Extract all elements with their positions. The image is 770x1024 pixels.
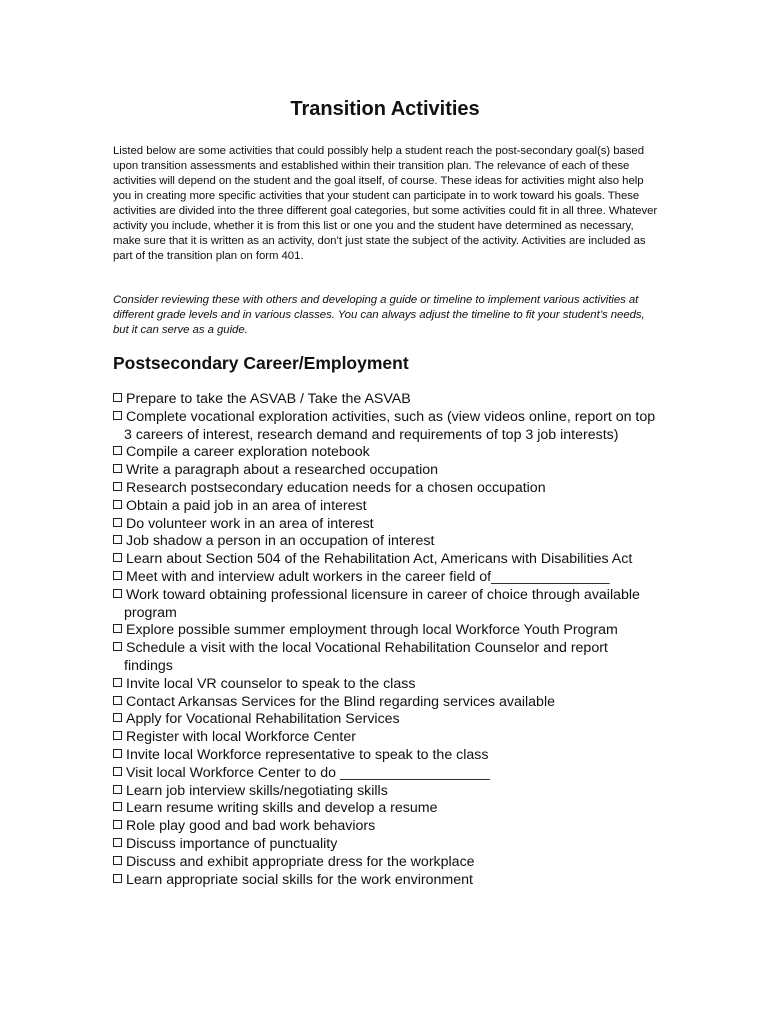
- list-item-text: Meet with and interview adult workers in the career field of_______________: [126, 568, 610, 585]
- list-item-text: Invite local Workforce representative to speak to the class: [126, 746, 489, 763]
- list-item: [113, 480, 658, 498]
- list-item: [113, 391, 658, 409]
- checkbox-icon: [113, 856, 122, 865]
- list-item-text: Learn resume writing skills and develop a resume: [126, 800, 438, 817]
- checkbox-icon: [113, 767, 122, 776]
- list-item-text: Obtain a paid job in an area of interest: [126, 497, 367, 514]
- list-item: [113, 409, 658, 445]
- list-item: [113, 551, 658, 569]
- list-item: [113, 587, 658, 623]
- list-item: [113, 622, 658, 640]
- list-item: [113, 533, 658, 551]
- document-title: Transition Activities: [290, 98, 480, 120]
- checkbox-icon: [113, 874, 122, 883]
- list-item: [113, 462, 658, 480]
- checkbox-icon: [113, 785, 122, 794]
- checkbox-icon: [113, 713, 122, 722]
- checkbox-icon: [113, 446, 122, 455]
- list-item: [113, 800, 658, 818]
- list-item-text: Invite local VR counselor to speak to the class: [126, 675, 416, 692]
- list-item: [113, 747, 658, 765]
- checkbox-icon: [113, 624, 122, 633]
- list-item-text: Write a paragraph about a researched occupation: [126, 462, 439, 479]
- list-item-text: Explore possible summer employment through local Workforce Youth Program: [126, 622, 618, 639]
- guidance-note: Consider reviewing these with others and developing a guide or timeline to implement various activities at different grade levels and in various classes. You can always adjust the timeline to fit your student’s needs, but it can serve as a guide.: [113, 294, 645, 336]
- list-item: [113, 854, 658, 872]
- list-item-text: Discuss and exhibit appropriate dress for the workplace: [126, 853, 475, 870]
- intro-paragraph: Listed below are some activities that could possibly help a student reach the post-secondary goal(s) based upon transition assessments and established within their transition plan. The relevance of each of these activities will depend on the student and the goal itself, of course. These ideas for activities might also help you in creating more specific activities that your student can participate in to work toward his goals. These activities are divided into the three different goal categories, but some activities could fit in all three. Whatever activity you include, whether it is from this list or one you and the student have determined as necessary, make sure that it is written as an activity, don’t just state the subject of the activity. Activities are included as part of the transition plan on form 401.: [113, 145, 658, 262]
- list-item-text: Learn appropriate social skills for the work environment: [126, 871, 473, 888]
- checkbox-icon: [113, 749, 122, 758]
- list-item: [113, 729, 658, 747]
- checkbox-icon: [113, 518, 122, 527]
- checkbox-icon: [113, 464, 122, 473]
- list-item: [113, 711, 658, 729]
- checkbox-icon: [113, 589, 122, 598]
- list-item-text: Job shadow a person in an occupation of interest: [126, 533, 435, 550]
- checkbox-icon: [113, 411, 122, 420]
- checkbox-icon: [113, 553, 122, 562]
- list-item: [113, 498, 658, 516]
- list-item-text: Prepare to take the ASVAB / Take the ASVAB: [126, 391, 411, 407]
- checkbox-icon: [113, 571, 122, 580]
- list-item-text: Do volunteer work in an area of interest: [126, 515, 374, 532]
- checkbox-icon: [113, 535, 122, 544]
- list-item: [113, 516, 658, 534]
- list-item: [113, 872, 658, 890]
- checkbox-icon: [113, 820, 122, 829]
- list-item: [113, 640, 658, 676]
- list-item-text: Work toward obtaining professional licensure in career of choice through available program: [124, 586, 640, 621]
- checkbox-icon: [113, 642, 122, 651]
- list-item: [113, 783, 658, 801]
- list-item-text: Apply for Vocational Rehabilitation Services: [126, 711, 400, 728]
- list-item: [113, 836, 658, 854]
- list-item-text: Schedule a visit with the local Vocational Rehabilitation Counselor and report findings: [124, 640, 608, 674]
- list-item: [113, 569, 658, 587]
- list-item: [113, 818, 658, 836]
- list-item-text: Learn about Section 504 of the Rehabilitation Act, Americans with Disabilities Act: [126, 551, 633, 568]
- checkbox-icon: [113, 678, 122, 687]
- list-item-text: Register with local Workforce Center: [126, 729, 356, 746]
- list-item-text: Research postsecondary education needs for a chosen occupation: [126, 479, 546, 496]
- activity-checklist: [113, 391, 658, 889]
- list-item-text: Role play good and bad work behaviors: [126, 818, 376, 835]
- list-item-text: Contact Arkansas Services for the Blind regarding services available: [126, 693, 555, 710]
- list-item-text: Complete vocational exploration activities, such as (view videos online, report on top 3 careers of interest, research demand and requirements of top 3 job interests): [124, 408, 656, 443]
- checkbox-icon: [113, 696, 122, 705]
- section-heading: Postsecondary Career/Employment: [113, 353, 409, 373]
- checkbox-icon: [113, 500, 122, 509]
- checkbox-icon: [113, 393, 122, 402]
- list-item-text: Compile a career exploration notebook: [126, 444, 370, 461]
- list-item: [113, 444, 658, 462]
- list-item: [113, 765, 658, 783]
- list-item-text: Visit local Workforce Center to do ___________________: [126, 764, 490, 781]
- checkbox-icon: [113, 838, 122, 847]
- list-item: [113, 676, 658, 694]
- list-item-text: Learn job interview skills/negotiating skills: [126, 782, 388, 799]
- checkbox-icon: [113, 482, 122, 491]
- list-item-text: Discuss importance of punctuality: [126, 835, 338, 852]
- checkbox-icon: [113, 731, 122, 740]
- checkbox-icon: [113, 802, 122, 811]
- list-item: [113, 694, 658, 712]
